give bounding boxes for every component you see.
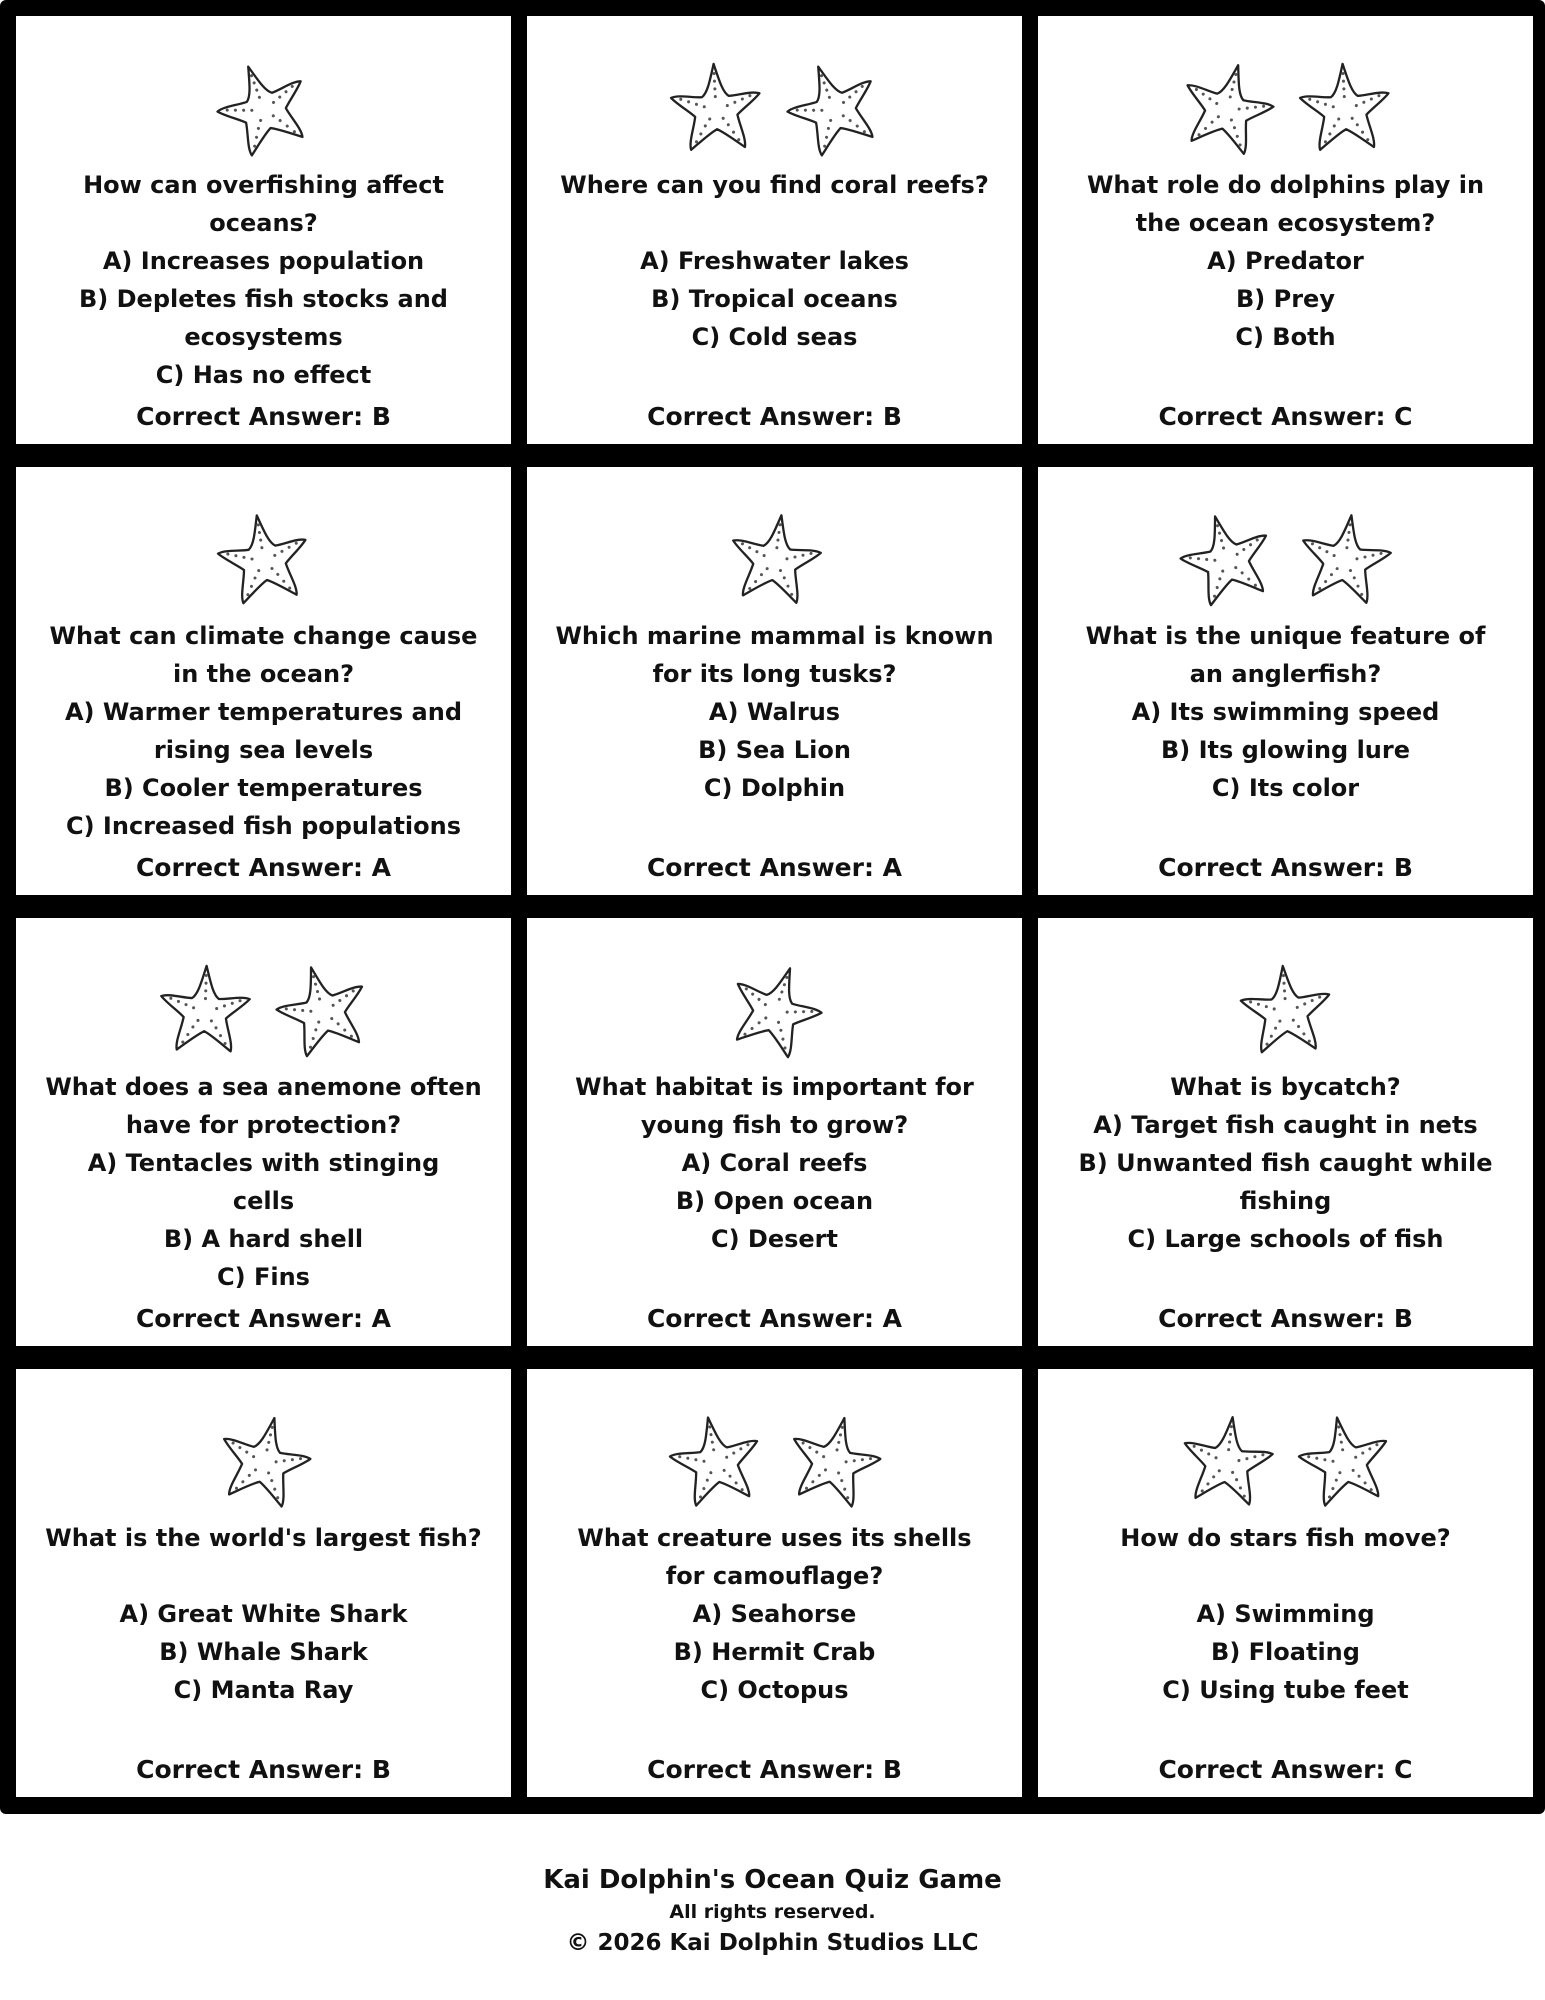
question-text: What is bycatch? — [1170, 1073, 1401, 1101]
correct-answer: Correct Answer: A — [135, 853, 392, 882]
answer-option: C) Has no effect — [155, 361, 372, 389]
correct-answer: Correct Answer: B — [136, 402, 391, 431]
answer-option: A) Freshwater lakes — [640, 247, 909, 275]
answer-option: B) Sea Lion — [698, 736, 851, 764]
starfish-icon — [1177, 58, 1277, 162]
starfish-icon — [666, 1411, 766, 1515]
quiz-card — [16, 1369, 511, 1797]
answer-option: A) Seahorse — [692, 1600, 857, 1628]
starfish-icon — [784, 58, 884, 162]
answer-option: A) Its swimming speed — [1131, 698, 1440, 726]
answer-option: C) Large schools of fish — [1127, 1225, 1444, 1253]
correct-answer: Correct Answer: C — [1158, 402, 1413, 431]
answer-option: B) Its glowing lure — [1161, 736, 1410, 764]
starfish-decoration — [1177, 505, 1395, 617]
correct-answer: Correct Answer: C — [1158, 1755, 1413, 1784]
answer-option: C) Octopus — [700, 1676, 849, 1704]
quiz-card — [16, 467, 511, 895]
question-text: What can climate change cause in the ocean? — [49, 622, 478, 688]
correct-answer: Correct Answer: B — [647, 1755, 902, 1784]
quiz-card — [1038, 1369, 1533, 1797]
question-text: How can overfishing affect oceans? — [83, 171, 444, 237]
starfish-icon — [1295, 509, 1395, 613]
correct-answer: Correct Answer: B — [1158, 1304, 1413, 1333]
quiz-card — [527, 918, 1022, 1346]
question-text: What habitat is important for young fish to grow? — [575, 1073, 974, 1139]
quiz-card — [16, 918, 511, 1346]
starfish-decoration — [1177, 54, 1395, 166]
question-text: What is the world's largest fish? — [45, 1524, 482, 1552]
question-text: Where can you find coral reefs? — [560, 171, 989, 199]
answer-option: B) Tropical oceans — [651, 285, 898, 313]
answer-option: A) Walrus — [708, 698, 841, 726]
starfish-icon — [725, 960, 825, 1064]
starfish-icon — [1177, 509, 1277, 613]
starfish-decoration — [725, 505, 825, 617]
starfish-icon — [725, 509, 825, 613]
starfish-decoration — [725, 956, 825, 1068]
footer-title: Kai Dolphin's Ocean Quiz Game — [543, 1865, 1002, 1895]
starfish-decoration — [214, 505, 314, 617]
question-text: Which marine mammal is known for its long tusks? — [555, 622, 994, 688]
correct-answer: Correct Answer: B — [1158, 853, 1413, 882]
quiz-card — [1038, 467, 1533, 895]
quiz-card — [527, 16, 1022, 444]
correct-answer: Correct Answer: B — [647, 402, 902, 431]
starfish-decoration — [666, 1407, 884, 1519]
answer-option: A) Tentacles with stinging cells — [87, 1149, 440, 1215]
correct-answer: Correct Answer: A — [135, 1304, 392, 1333]
starfish-decoration — [1177, 1407, 1395, 1519]
page-footer — [0, 1862, 1545, 1960]
answer-option: A) Target fish caught in nets — [1093, 1111, 1478, 1139]
answer-option: B) Whale Shark — [159, 1638, 368, 1666]
question-text: What role do dolphins play in the ocean ecosystem? — [1086, 171, 1485, 237]
correct-answer: Correct Answer: B — [136, 1755, 391, 1784]
starfish-decoration — [214, 54, 314, 166]
answer-option: C) Dolphin — [703, 774, 846, 802]
answer-option: A) Increases population — [102, 247, 425, 275]
answer-option: C) Its color — [1211, 774, 1360, 802]
correct-answer: Correct Answer: A — [646, 1304, 903, 1333]
quiz-card — [16, 16, 511, 444]
answer-option: B) Cooler temperatures — [104, 774, 423, 802]
answer-option: C) Cold seas — [691, 323, 858, 351]
starfish-decoration — [214, 1407, 314, 1519]
answer-option: A) Coral reefs — [681, 1149, 868, 1177]
answer-option: C) Fins — [217, 1263, 310, 1291]
starfish-icon — [214, 509, 314, 613]
answer-option: C) Both — [1235, 323, 1336, 351]
starfish-decoration — [666, 54, 884, 166]
answer-option: C) Manta Ray — [173, 1676, 354, 1704]
answer-option: C) Increased fish populations — [65, 812, 461, 840]
answer-option: B) Open ocean — [675, 1187, 874, 1215]
starfish-icon — [1295, 1411, 1395, 1515]
starfish-icon — [1177, 1411, 1277, 1515]
answer-option: A) Great White Shark — [119, 1600, 408, 1628]
answer-option: A) Warmer temperatures and rising sea levels — [64, 698, 463, 764]
starfish-icon — [1295, 58, 1395, 162]
answer-option: B) Prey — [1236, 285, 1335, 313]
answer-option: B) Unwanted fish caught while fishing — [1078, 1149, 1493, 1215]
question-text: What is the unique feature of an anglerfish? — [1085, 622, 1486, 688]
starfish-icon — [155, 960, 255, 1064]
answer-option: B) Hermit Crab — [673, 1638, 876, 1666]
answer-option: C) Using tube feet — [1162, 1676, 1409, 1704]
answer-option: B) A hard shell — [163, 1225, 364, 1253]
question-text: How do stars fish move? — [1120, 1524, 1451, 1552]
quiz-card — [527, 467, 1022, 895]
starfish-icon — [1236, 960, 1336, 1064]
answer-option: B) Floating — [1211, 1638, 1360, 1666]
starfish-icon — [214, 1411, 314, 1515]
starfish-icon — [666, 58, 766, 162]
footer-copyright: © 2026 Kai Dolphin Studios LLC — [566, 1930, 979, 1956]
footer-rights: All rights reserved. — [669, 1901, 876, 1923]
starfish-icon — [784, 1411, 884, 1515]
question-text: What creature uses its shells for camouflage? — [577, 1524, 972, 1590]
starfish-decoration — [1236, 956, 1336, 1068]
answer-option: C) Desert — [710, 1225, 838, 1253]
answer-option: A) Swimming — [1196, 1600, 1375, 1628]
starfish-icon — [214, 58, 314, 162]
answer-option: A) Predator — [1207, 247, 1364, 275]
question-text: What does a sea anemone often have for protection? — [45, 1073, 482, 1139]
answer-option: B) Depletes fish stocks and ecosystems — [79, 285, 448, 351]
quiz-card — [527, 1369, 1022, 1797]
quiz-card — [1038, 16, 1533, 444]
starfish-icon — [273, 960, 373, 1064]
starfish-decoration — [155, 956, 373, 1068]
quiz-card — [1038, 918, 1533, 1346]
correct-answer: Correct Answer: A — [646, 853, 903, 882]
